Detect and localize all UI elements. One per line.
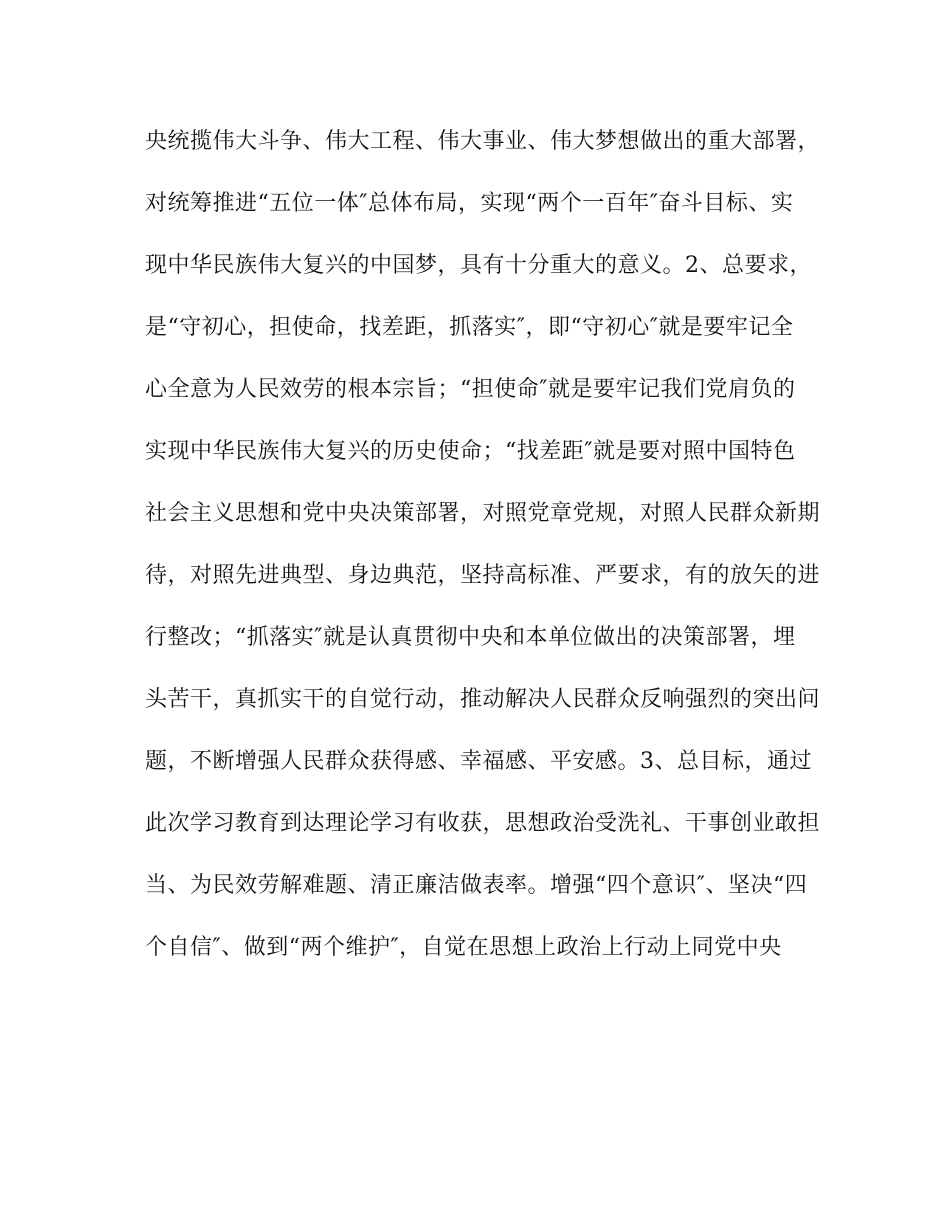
text-line: 行整改；“抓落实″就是认真贯彻中央和本单位做出的决策部署，埋 xyxy=(145,625,796,650)
text-line: 现中华民族伟大复兴的中国梦，具有十分重大的意义。2、总要求， xyxy=(145,253,812,278)
text-line: 当、为民效劳解难题、清正廉洁做表率。增强“四个意识″、坚决“四 xyxy=(145,873,808,898)
text-line: 待，对照先进典型、身边典范，坚持高标准、严要求，有的放矢的进 xyxy=(145,563,821,588)
text-line: 心全意为人民效劳的根本宗旨；“担使命″就是要牢记我们党肩负的 xyxy=(145,377,796,402)
text-line: 题，不断增强人民群众获得感、幸福感、平安感。3、总目标，通过 xyxy=(145,749,812,774)
text-line: 头苦干，真抓实干的自觉行动，推动解决人民群众反响强烈的突出问 xyxy=(145,687,821,712)
text-line: 社会主义思想和党中央决策部署，对照党章党规，对照人民群众新期 xyxy=(145,501,821,526)
text-line: 央统揽伟大斗争、伟大工程、伟大事业、伟大梦想做出的重大部署， xyxy=(145,129,821,154)
text-line: 是“守初心，担使命，找差距，抓落实″，即“守初心″就是要牢记全 xyxy=(145,315,794,340)
body-text xyxy=(145,120,821,988)
text-line: 个自信″、做到“两个维护″，自觉在思想上政治上行动上同党中央 xyxy=(145,935,782,960)
text-line: 实现中华民族伟大复兴的历史使命；“找差距″就是要对照中国特色 xyxy=(145,439,796,464)
text-line: 对统筹推进“五位一体″总体布局，实现“两个一百年″奋斗目标、实 xyxy=(145,191,794,216)
text-line: 此次学习教育到达理论学习有收获，思想政治受洗礼、干事创业敢担 xyxy=(145,811,821,836)
